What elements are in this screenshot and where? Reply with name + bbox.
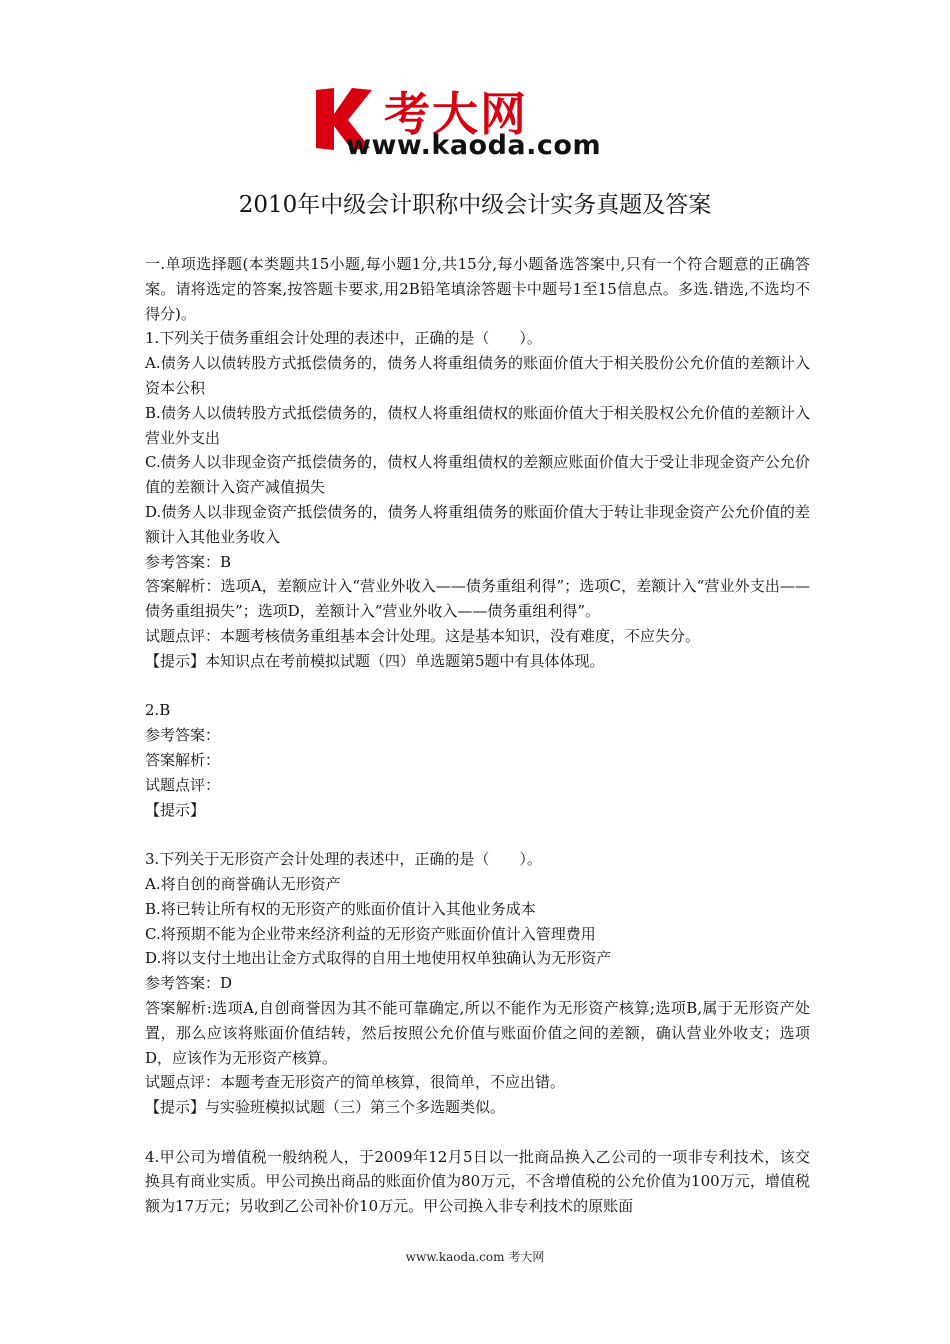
- logo-brand-text: 考大网: [384, 87, 528, 141]
- question-2-analysis: 答案解析：: [145, 750, 221, 769]
- question-3-option-d: D.将以支付土地出让金方式取得的自用土地使用权单独确认为无形资产: [145, 949, 612, 968]
- question-3-option-c: C.将预期不能为企业带来经济利益的无形资产账面价值计入管理费用: [145, 924, 596, 943]
- kaoda-logo: [312, 84, 632, 160]
- logo-url-text: www.kaoda.com: [346, 130, 602, 161]
- section-intro: 一.单项选择题(本类题共15小题,每小题1分,共15分,每小题备选答案中,只有一个符合题意的正确答案。请将选定的答案,按答题卡要求,用2B铅笔填涂答题卡中题号1至15信息点。多选.错选,不选均不得分)。: [145, 255, 810, 323]
- question-1-analysis: 答案解析：选项A，差额应计入“营业外收入——债务重组利得”；选项C，差额计入“营业外支出——债务重组损失”；选项D，差额计入“营业外收入——债务重组利得”。: [145, 577, 810, 621]
- question-1-answer: 参考答案：B: [145, 552, 232, 571]
- question-3-option-b: B.将已转让所有权的无形资产的账面价值计入其他业务成本: [145, 899, 536, 918]
- question-3-answer: 参考答案：D: [145, 974, 233, 993]
- question-2-tip: 【提示】: [145, 800, 206, 819]
- spacer: [145, 1120, 810, 1145]
- page-footer: www.kaoda.com 考大网: [405, 1250, 545, 1264]
- question-3-stem: 3.下列关于无形资产会计处理的表述中，正确的是（ ）。: [145, 850, 542, 869]
- document-body: [145, 252, 810, 1219]
- question-1-stem: 1.下列关于债务重组会计处理的表述中，正确的是（ ）。: [145, 329, 542, 348]
- question-1-option-c: C.债务人以非现金资产抵偿债务的，债权人将重组债权的差额应账面价值大于受让非现金资产公允价值的差额计入资产减值损失: [145, 453, 810, 497]
- question-1-option-a: A.债务人以债转股方式抵偿债务的，债务人将重组债务的账面价值大于相关股份公允价值的差额计入资本公积: [145, 354, 810, 397]
- question-1-option-d: D.债务人以非现金资产抵偿债务的，债务人将重组债务的账面价值大于转让非现金资产公允价值的差额计入其他业务收入: [145, 502, 810, 546]
- question-3-comment: 试题点评：本题考查无形资产的简单核算，很简单，不应出错。: [145, 1073, 566, 1092]
- question-2-answer: 参考答案：: [145, 726, 221, 745]
- question-2-comment: 试题点评：: [145, 775, 221, 794]
- question-2-stem: 2.B: [145, 701, 171, 720]
- document-title: 2010年中级会计职称中级会计实务真题及答案: [238, 192, 712, 218]
- question-3-option-a: A.将自创的商誉确认无形资产: [145, 874, 341, 893]
- spacer: [145, 822, 810, 847]
- question-3-tip: 【提示】与实验班模拟试题（三）第三个多选题类似。: [145, 1098, 506, 1117]
- question-4-stem: 4.甲公司为增值税一般纳税人，于2009年12月5日以一批商品换入乙公司的一项非专利技术，该交换具有商业实质。甲公司换出商品的账面价值为80万元，不含增值税的公允价值为100万元，增值税额为17万元；另收到乙公司补价10万元。甲公司换入非专利技术的原账面: [145, 1147, 810, 1216]
- question-3-analysis: 答案解析:选项A,自创商誉因为其不能可靠确定,所以不能作为无形资产核算;选项B,属于无形资产处置，那么应该将账面价值结转，然后按照公允价值与账面价值之间的差额，确认营业外收支；选项D，应该作为无形资产核算。: [145, 998, 810, 1067]
- question-1-tip: 【提示】本知识点在考前模拟试题（四）单选题第5题中有具体体现。: [145, 651, 605, 670]
- question-1-comment: 试题点评：本题考核债务重组基本会计处理。这是基本知识，没有难度，不应失分。: [145, 626, 701, 645]
- question-1-option-b: B.债务人以债转股方式抵偿债务的，债权人将重组债权的账面价值大于相关股权公允价值的差额计入营业外支出: [145, 403, 810, 447]
- spacer: [145, 674, 810, 699]
